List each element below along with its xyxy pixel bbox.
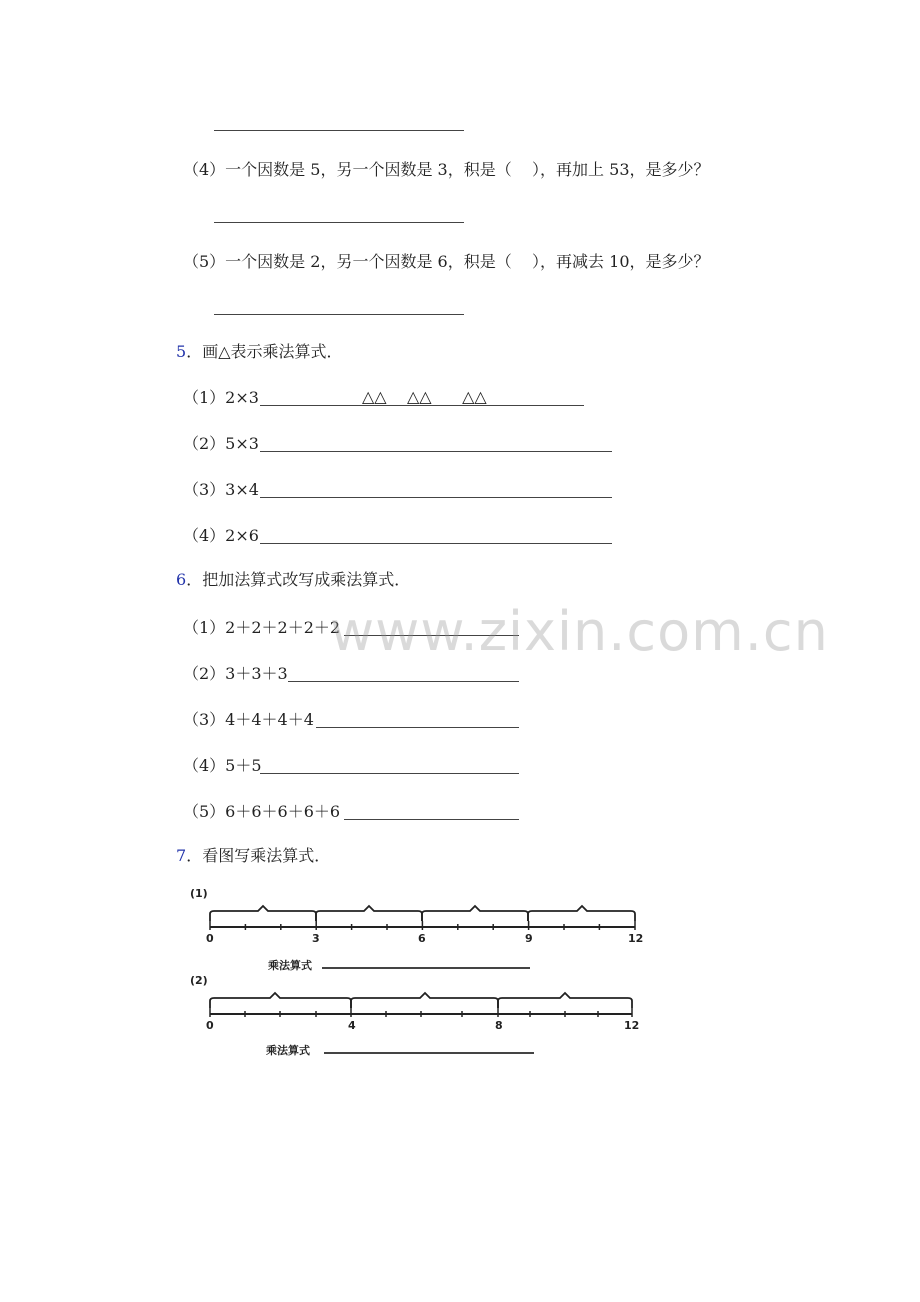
figure-1-caption: 乘法算式: [268, 959, 312, 972]
figure-2-tick-8: 8: [495, 1019, 503, 1032]
q5-item-2-answer-line: [260, 451, 612, 452]
q6-item-2-label: （2）3＋3＋3: [183, 664, 288, 683]
q6-title: ．把加法算式改写成乘法算式．: [186, 570, 411, 589]
watermark: www.zixin.com.cn: [330, 600, 829, 663]
figure-2-caption: 乘法算式: [266, 1044, 310, 1057]
q5-item-4-label: （4）2×6: [183, 526, 259, 545]
figure-1-tick-12: 12: [628, 932, 644, 945]
q6-item-5-answer-line: [344, 819, 519, 820]
figure-1-tick-6: 6: [418, 932, 426, 945]
answer-line-prev: [214, 130, 464, 131]
figure-2-tick-0: 0: [206, 1019, 214, 1032]
figure-2-tick-4: 4: [348, 1019, 356, 1032]
q5-item-1-label: （1）2×3: [183, 388, 259, 407]
q7-number: 7: [176, 846, 187, 865]
q7-heading: [176, 846, 330, 866]
q5-number: 5: [176, 342, 187, 361]
figure-2-label: (2): [190, 974, 208, 987]
q5-item-1-answer: △△ △△ △△: [362, 387, 487, 406]
figure-1-tick-9: 9: [525, 932, 533, 945]
q6-item-2-answer-line: [288, 681, 519, 682]
q6-item-4-answer-line: [260, 773, 519, 774]
q5-item-2-label: （2）5×3: [183, 434, 259, 453]
q7-title: ．看图写乘法算式．: [186, 846, 331, 865]
q6-item-1-label: （1）2＋2＋2＋2＋2: [183, 618, 341, 637]
answer-line-q4-5: [214, 314, 464, 315]
figure-2-tick-12: 12: [624, 1019, 640, 1032]
q6-heading: [176, 570, 410, 590]
q5-item-3-label: （3）3×4: [183, 480, 259, 499]
q5-item-4-answer-line: [260, 543, 612, 544]
number-line-figure-1: [180, 885, 650, 970]
q6-number: 6: [176, 570, 187, 589]
figure-2-answer-line: [324, 1052, 534, 1054]
q5-item-3-answer-line: [260, 497, 612, 498]
q6-item-5-label: （5）6＋6＋6＋6＋6: [183, 802, 341, 821]
figure-1-tick-0: 0: [206, 932, 214, 945]
number-line-figure-2: [180, 972, 650, 1062]
q4-item-5: （5）一个因数是 2，另一个因数是 6，积是（ ），再减去 10，是多少？: [183, 252, 710, 271]
figure-1-number-line: [180, 897, 650, 947]
figure-2-number-line: [180, 984, 650, 1034]
figure-1-answer-line: [322, 967, 530, 969]
q4-item-4: （4）一个因数是 5，另一个因数是 3，积是（ ），再加上 53，是多少？: [183, 160, 710, 179]
figure-1-tick-3: 3: [312, 932, 320, 945]
q5-heading: [176, 342, 343, 362]
q5-title: ．画△表示乘法算式．: [186, 342, 343, 361]
q6-item-3-label: （3）4＋4＋4＋4: [183, 710, 314, 729]
q6-item-3-answer-line: [316, 727, 519, 728]
answer-line-q4-4: [214, 222, 464, 223]
q6-item-4-label: （4）5＋5: [183, 756, 262, 775]
figure-1-label: (1): [190, 887, 208, 900]
